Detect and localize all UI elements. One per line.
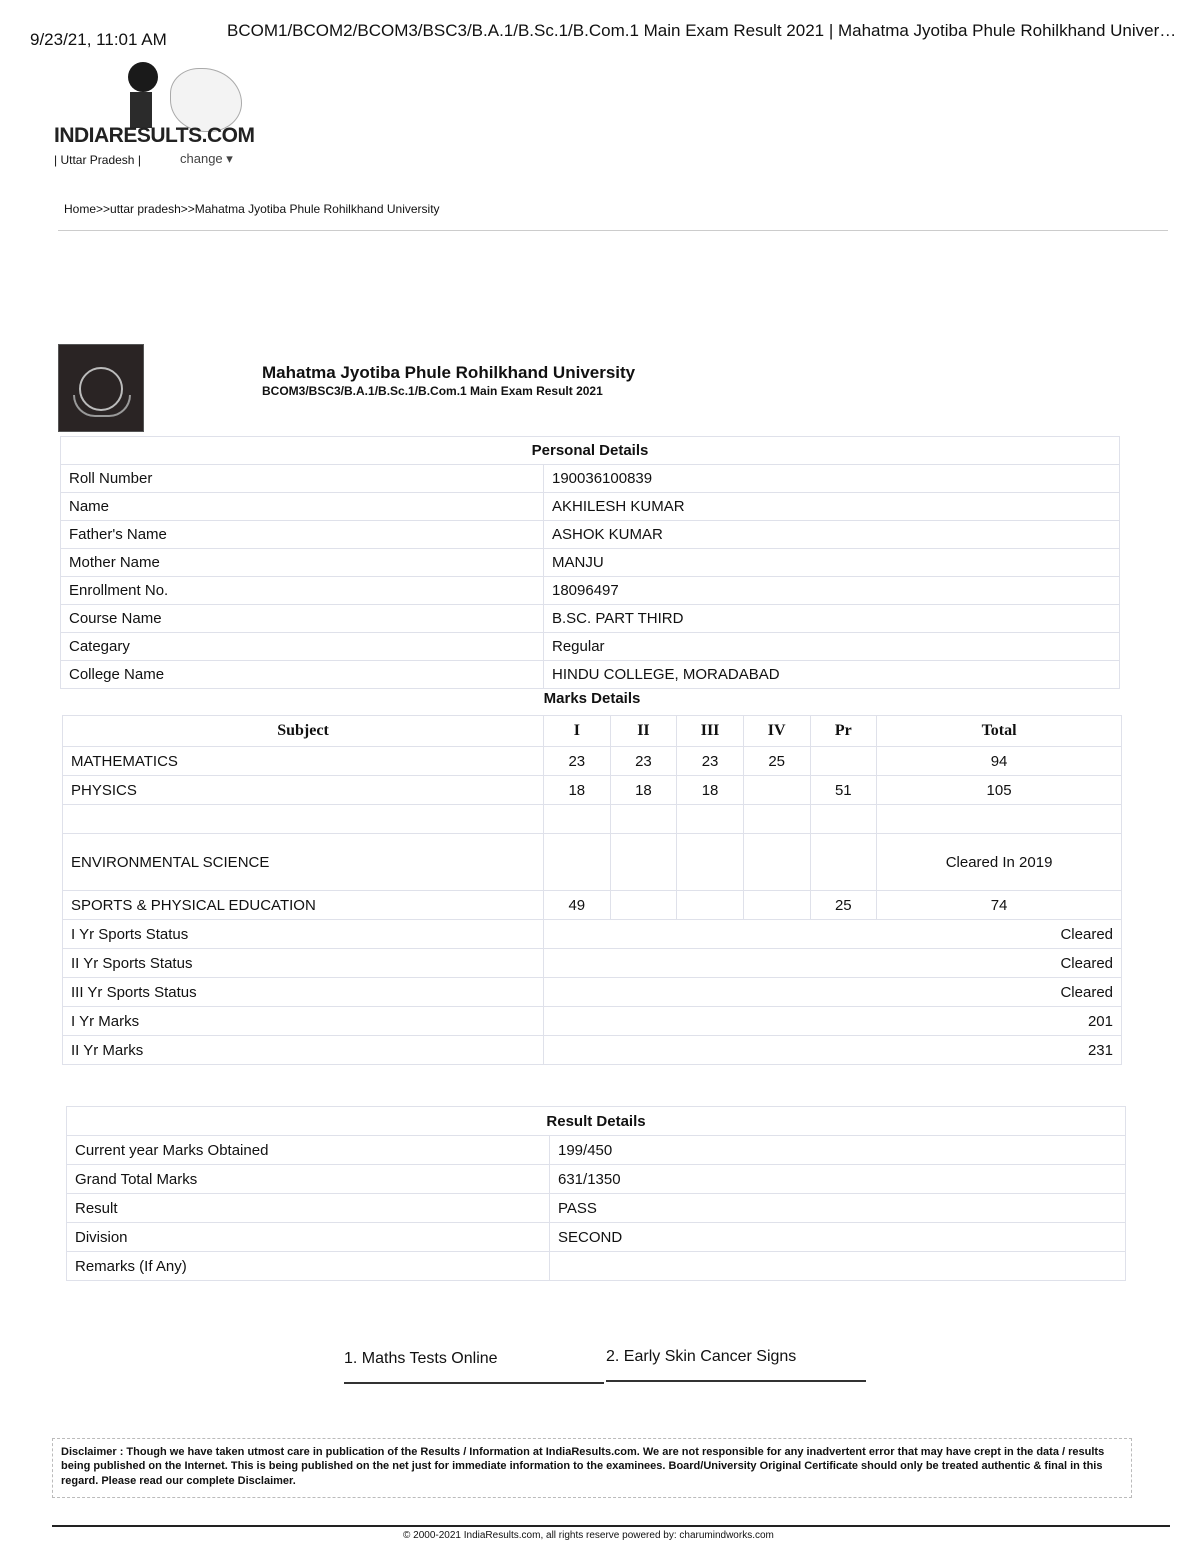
table-row [67,1223,1126,1252]
field-value: Regular [544,633,1120,661]
personal-details-table [60,436,1120,689]
breadcrumb[interactable]: Home>>uttar pradesh>>Mahatma Jyotiba Phule Rohilkhand University [64,202,440,216]
mark-cell: 49 [544,891,611,920]
total-cell: 74 [877,891,1122,920]
field-value: Cleared [544,978,1122,1007]
seal-hands-icon [73,395,131,417]
logo-dot-icon [128,62,158,92]
mark-cell [544,805,611,834]
mark-cell: 51 [810,776,877,805]
table-row [61,633,1120,661]
field-value: Cleared [544,920,1122,949]
field-label: College Name [61,661,544,689]
subject-cell: SPORTS & PHYSICAL EDUCATION [63,891,544,920]
change-state-link[interactable]: change ▾ [180,151,233,166]
column-header: Pr [810,716,877,747]
field-label: Grand Total Marks [67,1165,550,1194]
field-value: ASHOK KUMAR [544,521,1120,549]
field-value: AKHILESH KUMAR [544,493,1120,521]
subject-cell [63,805,544,834]
copyright: © 2000-2021 IndiaResults.com, all rights reserve powered by: charumindworks.com [403,1530,774,1541]
table-row [61,465,1120,493]
mark-cell: 25 [743,747,810,776]
field-value: HINDU COLLEGE, MORADABAD [544,661,1120,689]
table-row [63,949,1122,978]
print-date: 9/23/21, 11:01 AM [30,30,167,49]
mark-cell [743,805,810,834]
field-label: III Yr Sports Status [63,978,544,1007]
section-heading: Marks Details [543,690,641,707]
section-heading: Result Details [67,1107,1126,1136]
mark-cell [743,834,810,891]
table-row [61,661,1120,689]
table-row [63,1007,1122,1036]
mark-cell [677,805,744,834]
section-heading: Personal Details [61,437,1120,465]
mark-cell: 23 [544,747,611,776]
field-value: 190036100839 [544,465,1120,493]
table-row [67,1165,1126,1194]
print-page-title: BCOM1/BCOM2/BCOM3/BSC3/B.A.1/B.Sc.1/B.Com.1 Main Exam Result 2021 | Mahatma Jyotiba Phule Rohilkhand Univer… [227,21,1177,40]
field-label: Categary [61,633,544,661]
ad-link-maths-tests[interactable]: 1. Maths Tests Online [344,1350,604,1384]
mark-cell [610,805,677,834]
mark-cell: 18 [610,776,677,805]
field-label: I Yr Sports Status [63,920,544,949]
table-row [63,920,1122,949]
column-header: IV [743,716,810,747]
total-cell: Cleared In 2019 [877,834,1122,891]
field-label: Mother Name [61,549,544,577]
table-row [61,605,1120,633]
table-row [61,493,1120,521]
mark-cell: 18 [677,776,744,805]
field-value: 631/1350 [550,1165,1126,1194]
field-value: 231 [544,1036,1122,1065]
exam-name: BCOM3/BSC3/B.A.1/B.Sc.1/B.Com.1 Main Exam Result 2021 [262,384,603,398]
footer-divider [52,1525,1170,1527]
column-header: I [544,716,611,747]
subject-cell: MATHEMATICS [63,747,544,776]
mark-cell [610,891,677,920]
table-row [63,1036,1122,1065]
table-row [61,521,1120,549]
state-label: | Uttar Pradesh | [54,153,141,167]
table-row [63,805,1122,834]
subject-cell: PHYSICS [63,776,544,805]
field-label: II Yr Sports Status [63,949,544,978]
table-row [61,549,1120,577]
mark-cell [810,834,877,891]
total-cell [877,805,1122,834]
field-label: Result [67,1194,550,1223]
field-value: 199/450 [550,1136,1126,1165]
mark-cell [810,805,877,834]
divider [58,230,1168,231]
field-label: II Yr Marks [63,1036,544,1065]
field-value: B.SC. PART THIRD [544,605,1120,633]
table-row [63,891,1122,920]
table-row [63,978,1122,1007]
field-label: Roll Number [61,465,544,493]
ad-link-skin-cancer[interactable]: 2. Early Skin Cancer Signs [606,1348,866,1382]
subject-cell: ENVIRONMENTAL SCIENCE [63,834,544,891]
field-label: Father's Name [61,521,544,549]
field-label: Remarks (If Any) [67,1252,550,1281]
table-row [67,1136,1126,1165]
site-logo[interactable] [52,62,255,177]
field-value: 18096497 [544,577,1120,605]
column-header: Subject [63,716,544,747]
field-value: 201 [544,1007,1122,1036]
field-label: Enrollment No. [61,577,544,605]
total-cell: 94 [877,747,1122,776]
field-value [550,1252,1126,1281]
field-value: Cleared [544,949,1122,978]
field-value: PASS [550,1194,1126,1223]
table-row [67,1194,1126,1223]
mark-cell [610,834,677,891]
field-value: SECOND [550,1223,1126,1252]
field-value: MANJU [544,549,1120,577]
field-label: Course Name [61,605,544,633]
table-header-row [63,716,1122,747]
mark-cell: 25 [810,891,877,920]
logo-i-icon [130,92,152,128]
university-seal [58,344,144,432]
marks-details-table [62,715,1122,1065]
total-cell: 105 [877,776,1122,805]
result-details-table [66,1106,1126,1281]
mark-cell: 18 [544,776,611,805]
field-label: I Yr Marks [63,1007,544,1036]
disclaimer: Disclaimer : Though we have taken utmost care in publication of the Results / Information at IndiaResults.com. We are not responsible for any inadvertent error that may have crept in the data / results being published on the Internet. This is being published on the net just for immediate information to the examinees. Board/University Original Certificate should only be treated authentic & final in this regard. Please read our complete Disclaimer. [52,1438,1132,1498]
university-name: Mahatma Jyotiba Phule Rohilkhand University [262,363,636,382]
field-label: Current year Marks Obtained [67,1136,550,1165]
mark-cell [544,834,611,891]
mark-cell [743,776,810,805]
field-label: Name [61,493,544,521]
mark-cell: 23 [610,747,677,776]
table-row [67,1252,1126,1281]
table-row [63,834,1122,891]
table-row [63,747,1122,776]
mark-cell [743,891,810,920]
field-label: Division [67,1223,550,1252]
table-row [63,776,1122,805]
column-header: III [677,716,744,747]
mark-cell [677,891,744,920]
mark-cell [810,747,877,776]
column-header: II [610,716,677,747]
mark-cell: 23 [677,747,744,776]
column-header: Total [877,716,1122,747]
table-row [61,577,1120,605]
site-brand: INDIARESULTS.COM [54,124,255,147]
uttar-pradesh-map-icon [170,68,242,132]
mark-cell [677,834,744,891]
